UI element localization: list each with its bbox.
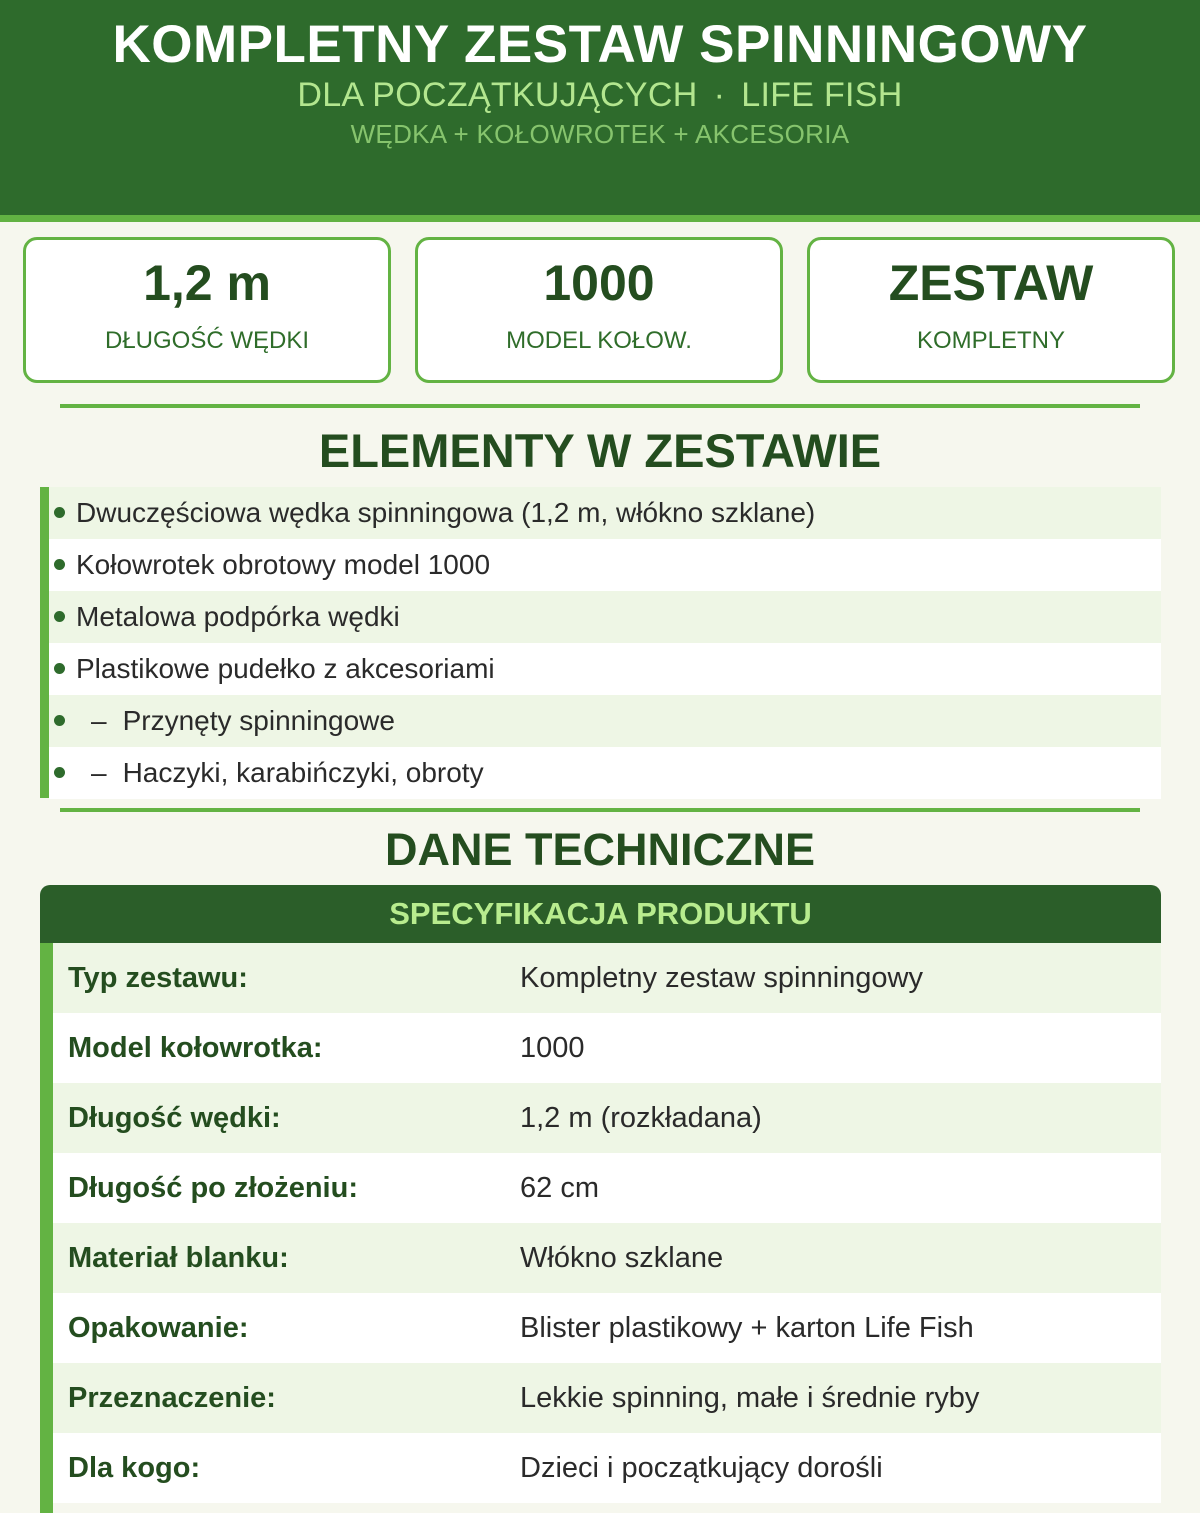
spec-table-header-label: SPECYFIKACJA PRODUKTU xyxy=(389,896,812,931)
subtitle-separator: · xyxy=(713,76,726,114)
section-divider xyxy=(60,808,1140,812)
header-accent-stripe xyxy=(0,215,1200,222)
spec-value: 1,2 m (rozkładana) xyxy=(520,1102,762,1134)
list-item xyxy=(49,487,1161,539)
spec-value: 1000 xyxy=(520,1032,585,1064)
spec-key: Dla kogo: xyxy=(68,1452,201,1484)
stat-label: DŁUGOŚĆ WĘDKI xyxy=(104,327,310,354)
list-item-text: Kołowrotek obrotowy model 1000 xyxy=(76,549,491,580)
list-item xyxy=(49,539,1161,591)
spec-value: Dzieci i początkujący dorośli xyxy=(520,1452,883,1484)
spec-key: Model kołowrotka: xyxy=(68,1032,323,1064)
stat-value: 1,2 m xyxy=(143,255,271,311)
subtitle-brand: LIFE FISH xyxy=(741,76,903,114)
spec-value: Lekkie spinning, małe i średnie ryby xyxy=(520,1382,980,1414)
table-row xyxy=(53,1223,1161,1293)
contents-list xyxy=(40,487,1161,798)
header-banner xyxy=(0,0,1200,215)
bullet-icon xyxy=(54,663,65,674)
stat-card-set-type xyxy=(807,237,1175,383)
bullet-icon xyxy=(54,611,65,622)
spec-value: Blister plastikowy + karton Life Fish xyxy=(520,1312,974,1344)
list-subitem xyxy=(49,695,1161,747)
stat-label: KOMPLETNY xyxy=(916,327,1066,354)
spec-value: Kompletny zestaw spinningowy xyxy=(520,962,923,994)
spec-key: Materiał blanku: xyxy=(68,1242,289,1274)
table-row xyxy=(53,1083,1161,1153)
bullet-icon xyxy=(54,559,65,570)
specs-section-title: DANE TECHNICZNE xyxy=(384,824,815,875)
dash-marker: – xyxy=(91,705,107,736)
bullet-icon xyxy=(54,715,65,726)
dash-marker: – xyxy=(91,757,107,788)
table-row xyxy=(53,943,1161,1013)
stat-card-rod-length xyxy=(23,237,391,383)
page-title: KOMPLETNY ZESTAW SPINNINGOWY xyxy=(112,15,1088,74)
stat-card-reel-model xyxy=(415,237,783,383)
list-item-text: Przynęty spinningowe xyxy=(122,705,395,736)
spec-value: Włókno szklane xyxy=(520,1242,724,1274)
section-divider xyxy=(60,404,1140,408)
subtitle-audience: DLA POCZĄTKUJĄCYCH xyxy=(297,76,698,114)
spec-key: Długość po złożeniu: xyxy=(68,1172,358,1204)
list-item xyxy=(49,591,1161,643)
spec-key: Długość wędki: xyxy=(68,1102,281,1134)
list-item-text: Plastikowe pudełko z akcesoriami xyxy=(76,653,495,684)
table-row xyxy=(53,1433,1161,1503)
spec-table-header xyxy=(40,885,1161,943)
stat-value: ZESTAW xyxy=(888,255,1094,311)
spec-key: Przeznaczenie: xyxy=(68,1382,276,1414)
bullet-icon xyxy=(54,507,65,518)
list-item-text: Metalowa podpórka wędki xyxy=(76,601,400,632)
stat-label: MODEL KOŁOW. xyxy=(506,327,692,354)
list-item xyxy=(49,643,1161,695)
list-item-text: Haczyki, karabińczyki, obroty xyxy=(122,757,484,788)
table-row xyxy=(53,1013,1161,1083)
spec-key: Typ zestawu: xyxy=(68,962,248,994)
table-row xyxy=(53,1293,1161,1363)
list-subitem xyxy=(49,747,1161,799)
list-item-text: Dwuczęściowa wędka spinningowa (1,2 m, włókno szklane) xyxy=(76,497,816,528)
table-row xyxy=(53,1363,1161,1433)
bullet-icon xyxy=(54,767,65,778)
stat-value: 1000 xyxy=(543,255,655,311)
header-tagline: WĘDKA + KOŁOWROTEK + AKCESORIA xyxy=(350,119,850,149)
table-row xyxy=(53,1153,1161,1223)
contents-section-title: ELEMENTY W ZESTAWIE xyxy=(318,424,882,477)
spec-value: 62 cm xyxy=(520,1172,599,1204)
spec-table xyxy=(40,943,1161,1513)
spec-key: Opakowanie: xyxy=(68,1312,249,1344)
header-subtitle xyxy=(0,76,1200,115)
